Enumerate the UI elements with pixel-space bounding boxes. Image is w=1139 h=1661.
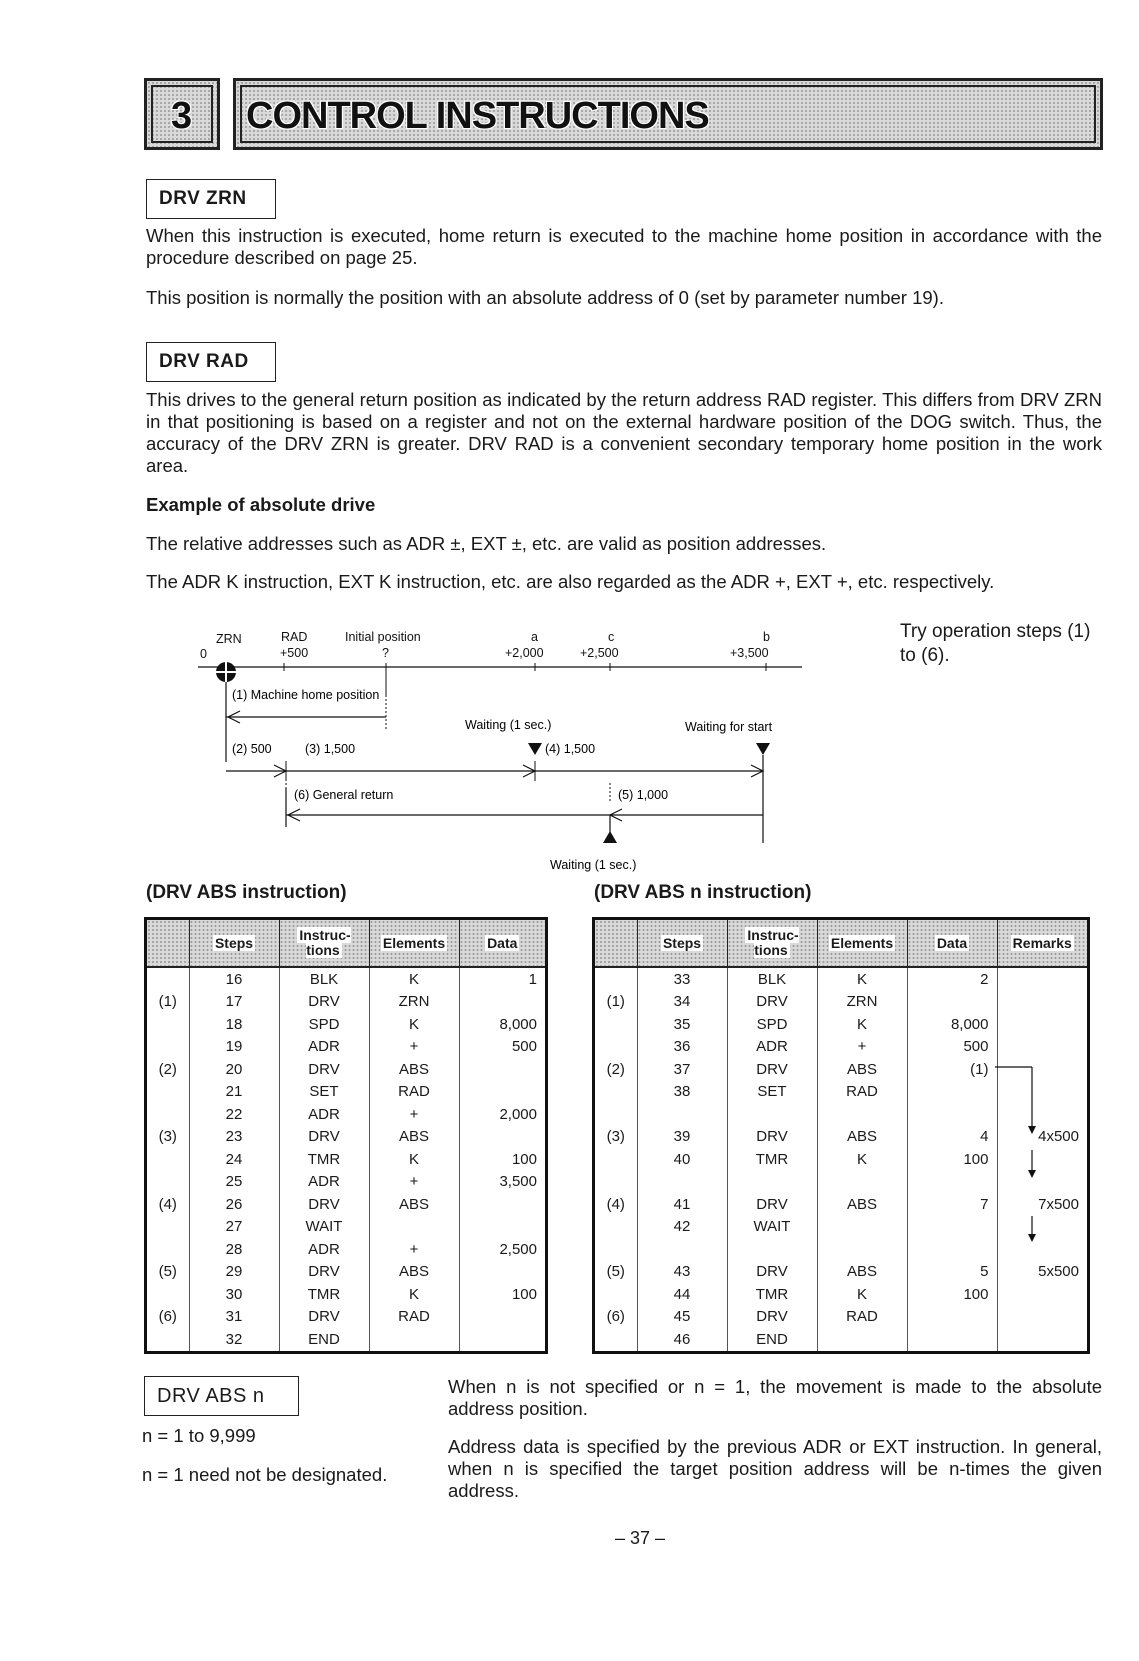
table-cell: DRV — [727, 1306, 817, 1329]
table-cell — [459, 1306, 545, 1329]
table-cell: DRV — [279, 1261, 369, 1284]
drv-rad-paragraph-1: This drives to the general return position as indicated by the return address RAD register. This differs from DRV ZRN in that positioning is based on a register and not on the external hardware position of the DOG switch. Thus, the accuracy of the DRV ZRN is greater. DRV RAD is a convenient secondary temporary home position in the work area. — [146, 389, 1102, 476]
column-header: Data — [907, 920, 997, 967]
table-cell: ADR — [279, 1238, 369, 1261]
table-cell: DRV — [279, 1306, 369, 1329]
table-cell: ABS — [817, 1193, 907, 1216]
n-note: n = 1 need not be designated. — [142, 1464, 388, 1485]
table-cell: RAD — [817, 1306, 907, 1329]
column-header: Instruc- tions — [727, 920, 817, 967]
drv-abs-table — [144, 917, 548, 1354]
table-row — [147, 1036, 545, 1059]
table-cell: (3) — [147, 1126, 189, 1149]
wait1-label: Waiting (1 sec.) — [465, 718, 552, 732]
table-cell: 100 — [511, 1285, 537, 1303]
table-cell: RAD — [369, 1081, 459, 1104]
table-cell: + — [369, 1171, 459, 1194]
table-cell: END — [279, 1328, 369, 1351]
table-cell: (4) — [595, 1193, 637, 1216]
rad-label: RAD — [281, 630, 308, 644]
table-cell: SET — [727, 1081, 817, 1104]
table-cell: 38 — [637, 1081, 727, 1104]
table-cell: 5x500 — [1038, 1263, 1079, 1281]
table-cell: ADR — [279, 1171, 369, 1194]
table-cell: 25 — [189, 1171, 279, 1194]
step2-label: (2) 500 — [232, 742, 272, 756]
table-cell: DRV — [727, 1261, 817, 1284]
table-cell: SPD — [279, 1013, 369, 1036]
example-heading: Example of absolute drive — [146, 494, 376, 515]
table-cell: + — [369, 1103, 459, 1126]
table-cell — [459, 1058, 545, 1081]
drv-zrn-paragraph-2: This position is normally the position with an absolute address of 0 (set by parameter number 19). — [146, 287, 944, 308]
table-cell: ABS — [369, 1193, 459, 1216]
drv-rad-label: DRV RAD — [146, 342, 276, 382]
table-cell: 18 — [189, 1013, 279, 1036]
table-cell — [459, 991, 545, 1014]
column-header: Elements — [817, 920, 907, 967]
table-row — [147, 1013, 545, 1036]
table-cell: 41 — [637, 1193, 727, 1216]
table-cell: 2 — [907, 967, 997, 991]
column-header: Instruc- tions — [279, 920, 369, 967]
table-cell: DRV — [279, 1058, 369, 1081]
column-header: Data — [459, 920, 545, 967]
table-cell: ABS — [817, 1126, 907, 1149]
table-cell: 29 — [189, 1261, 279, 1284]
table-cell: DRV — [279, 1126, 369, 1149]
table-cell: RAD — [369, 1306, 459, 1329]
table-cell: 32 — [189, 1328, 279, 1351]
zrn-label: ZRN — [216, 632, 242, 646]
table-cell: TMR — [727, 1283, 817, 1306]
table-cell — [369, 1328, 459, 1351]
remarks-arrows — [595, 920, 1087, 1351]
drv-zrn-label: DRV ZRN — [146, 179, 276, 219]
table-cell: 33 — [637, 967, 727, 991]
table-row — [147, 1058, 545, 1081]
table-cell — [147, 1148, 189, 1171]
table-cell — [459, 1081, 545, 1104]
table-cell — [147, 1036, 189, 1059]
table-cell: DRV — [727, 1126, 817, 1149]
table-cell: (1) — [907, 1058, 997, 1081]
table-cell — [459, 1216, 545, 1239]
table-cell: ZRN — [817, 991, 907, 1014]
table-row — [147, 1216, 545, 1239]
step6-label: (6) General return — [294, 788, 394, 802]
table-row — [147, 1328, 545, 1351]
drv-abs-n-label: DRV ABS n — [144, 1376, 299, 1416]
table-cell — [459, 1261, 545, 1284]
table-cell: 26 — [189, 1193, 279, 1216]
table-cell: 2,000 — [499, 1105, 537, 1123]
table-cell: (6) — [595, 1306, 637, 1329]
page-number: – 37 – — [614, 1528, 666, 1548]
table-cell: (5) — [147, 1261, 189, 1284]
table-cell: K — [369, 1013, 459, 1036]
table-cell: 7 — [907, 1193, 997, 1216]
table-row — [147, 1148, 545, 1171]
wait-marker-c — [603, 831, 617, 843]
table-cell: DRV — [727, 1193, 817, 1216]
drv-abs-n-paragraph-2: Address data is specified by the previous ADR or EXT instruction. In general, when n is specified the target position address will be n-times the given address. — [448, 1436, 1102, 1501]
table-cell — [147, 1216, 189, 1239]
table-cell — [459, 1126, 545, 1149]
table-cell — [147, 1171, 189, 1194]
table-cell: ABS — [369, 1261, 459, 1284]
table-cell: 44 — [637, 1283, 727, 1306]
table-cell: BLK — [279, 967, 369, 991]
table-cell: ADR — [279, 1103, 369, 1126]
table-cell: 43 — [637, 1261, 727, 1284]
table-cell: 24 — [189, 1148, 279, 1171]
wait-marker-a — [528, 743, 542, 755]
table-cell: 100 — [511, 1150, 537, 1168]
table-cell: ZRN — [369, 991, 459, 1014]
wait2-label: Waiting (1 sec.) — [550, 858, 637, 872]
point-b-value: +3,500 — [730, 646, 769, 660]
drv-abs-table-title: (DRV ABS instruction) — [146, 882, 347, 903]
table-cell: 2,500 — [499, 1240, 537, 1258]
n-range: n = 1 to 9,999 — [142, 1425, 256, 1446]
table-cell: (3) — [595, 1126, 637, 1149]
table-cell: + — [817, 1036, 907, 1059]
table-row — [147, 1283, 545, 1306]
table-cell: (6) — [147, 1306, 189, 1329]
zero-label: 0 — [200, 647, 207, 661]
table-cell: 500 — [511, 1038, 537, 1056]
table-cell: ABS — [369, 1058, 459, 1081]
table-row — [147, 1081, 545, 1104]
chapter-title-box — [233, 78, 1103, 150]
table-cell: SET — [279, 1081, 369, 1104]
table-cell — [147, 1013, 189, 1036]
table-cell: 17 — [189, 991, 279, 1014]
table-cell — [147, 967, 189, 991]
table-cell: 4 — [907, 1126, 997, 1149]
table-row — [147, 991, 545, 1014]
chapter-number: 3 — [171, 95, 192, 137]
table-row — [147, 1171, 545, 1194]
table-cell: DRV — [727, 1058, 817, 1081]
table-cell: K — [817, 1283, 907, 1306]
table-cell: + — [369, 1238, 459, 1261]
table-cell: DRV — [279, 1193, 369, 1216]
table-cell: 5 — [907, 1261, 997, 1284]
table-row — [147, 1306, 545, 1329]
table-cell: 30 — [189, 1283, 279, 1306]
table-cell: WAIT — [727, 1216, 817, 1239]
chapter-number-box — [144, 78, 220, 150]
table-cell: WAIT — [279, 1216, 369, 1239]
table-cell: ADR — [727, 1036, 817, 1059]
table-cell — [147, 1328, 189, 1351]
table-cell: 35 — [637, 1013, 727, 1036]
table-row — [147, 967, 545, 991]
table-cell: 45 — [637, 1306, 727, 1329]
table-cell: 31 — [189, 1306, 279, 1329]
table-cell: TMR — [279, 1283, 369, 1306]
table-cell: TMR — [727, 1148, 817, 1171]
step5-label: (5) 1,000 — [618, 788, 669, 802]
table-cell: 22 — [189, 1103, 279, 1126]
wait-marker-b — [756, 743, 770, 755]
table-cell: K — [369, 1148, 459, 1171]
table-cell — [147, 1283, 189, 1306]
table-cell: 34 — [637, 991, 727, 1014]
try-steps-note: Try operation steps (1) to (6). — [900, 621, 1091, 666]
table-cell: 100 — [907, 1148, 997, 1171]
table-cell: K — [817, 1013, 907, 1036]
wait-start-label: Waiting for start — [685, 720, 773, 734]
step4-label: (4) 1,500 — [545, 742, 596, 756]
table-cell: 46 — [637, 1328, 727, 1351]
table-cell — [147, 1081, 189, 1104]
drv-zrn-paragraph-1: When this instruction is executed, home return is executed to the machine home position in accordance with the procedure described on page 25. — [146, 225, 1102, 268]
point-c-value: +2,500 — [580, 646, 619, 660]
table-cell: 37 — [637, 1058, 727, 1081]
table-cell: BLK — [727, 967, 817, 991]
table-row — [147, 1238, 545, 1261]
step3-label: (3) 1,500 — [305, 742, 356, 756]
table-cell: + — [369, 1036, 459, 1059]
table-cell: TMR — [279, 1148, 369, 1171]
point-c-label: c — [608, 630, 615, 644]
table-cell: 7x500 — [1038, 1195, 1079, 1213]
table-cell: K — [369, 967, 459, 991]
drv-abs-n-table — [592, 917, 1090, 1354]
table-row — [147, 1103, 545, 1126]
table-cell: (5) — [595, 1261, 637, 1284]
table-cell — [459, 1328, 545, 1351]
table-cell: DRV — [727, 991, 817, 1014]
table-cell — [147, 1238, 189, 1261]
column-header — [147, 920, 189, 967]
table-cell: 42 — [637, 1216, 727, 1239]
drv-abs-n-table-title: (DRV ABS n instruction) — [594, 882, 812, 903]
table-cell: 500 — [907, 1036, 997, 1059]
table-cell: 19 — [189, 1036, 279, 1059]
table-cell: 1 — [528, 970, 537, 988]
drv-rad-paragraph-2: The relative addresses such as ADR ±, EXT ±, etc. are valid as position addresses. — [146, 533, 827, 554]
table-cell: (2) — [147, 1058, 189, 1081]
table-cell: DRV — [279, 991, 369, 1014]
rad-value: +500 — [280, 646, 309, 660]
absolute-drive-diagram — [190, 625, 830, 880]
point-b-label: b — [763, 630, 770, 644]
table-cell: K — [817, 967, 907, 991]
table-cell: 20 — [189, 1058, 279, 1081]
initial-position-value: ? — [382, 646, 389, 660]
table-cell: (1) — [595, 991, 637, 1014]
table-cell: (1) — [147, 991, 189, 1014]
table-cell: 4x500 — [1038, 1128, 1079, 1146]
chapter-title: CONTROL INSTRUCTIONS — [246, 95, 709, 137]
drv-rad-paragraph-3: The ADR K instruction, EXT K instruction, etc. are also regarded as the ADR +, EXT +, etc. respectively. — [146, 571, 995, 592]
table-cell: 36 — [637, 1036, 727, 1059]
table-cell: 8,000 — [499, 1015, 537, 1033]
table-cell: 40 — [637, 1148, 727, 1171]
table-cell: K — [369, 1283, 459, 1306]
table-row — [147, 1261, 545, 1284]
table-cell: 100 — [907, 1283, 997, 1306]
table-row — [147, 1126, 545, 1149]
table-cell: 23 — [189, 1126, 279, 1149]
table-cell — [147, 1103, 189, 1126]
table-row — [147, 1193, 545, 1216]
table-cell: (4) — [147, 1193, 189, 1216]
column-header: Steps — [637, 920, 727, 967]
point-a-value: +2,000 — [505, 646, 544, 660]
point-a-label: a — [531, 630, 538, 644]
table-cell: END — [727, 1328, 817, 1351]
table-cell: 8,000 — [907, 1013, 997, 1036]
table-cell — [459, 1193, 545, 1216]
table-cell: 27 — [189, 1216, 279, 1239]
table-cell: 16 — [189, 967, 279, 991]
table-cell: 39 — [637, 1126, 727, 1149]
table-cell — [369, 1216, 459, 1239]
table-cell: 28 — [189, 1238, 279, 1261]
table-cell: (2) — [595, 1058, 637, 1081]
table-cell: SPD — [727, 1013, 817, 1036]
table-cell: ABS — [817, 1058, 907, 1081]
column-header: Elements — [369, 920, 459, 967]
column-header: Remarks — [997, 920, 1087, 967]
drv-abs-n-paragraph-1: When n is not specified or n = 1, the movement is made to the absolute address position. — [448, 1376, 1102, 1419]
table-cell: 21 — [189, 1081, 279, 1104]
table-cell: 3,500 — [499, 1173, 537, 1191]
table-cell: K — [817, 1148, 907, 1171]
initial-position-label: Initial position — [345, 630, 421, 644]
table-cell: ABS — [817, 1261, 907, 1284]
step1-label: (1) Machine home position — [232, 688, 380, 702]
column-header: Steps — [189, 920, 279, 967]
table-cell: ABS — [369, 1126, 459, 1149]
table-cell: RAD — [817, 1081, 907, 1104]
table-cell: ADR — [279, 1036, 369, 1059]
